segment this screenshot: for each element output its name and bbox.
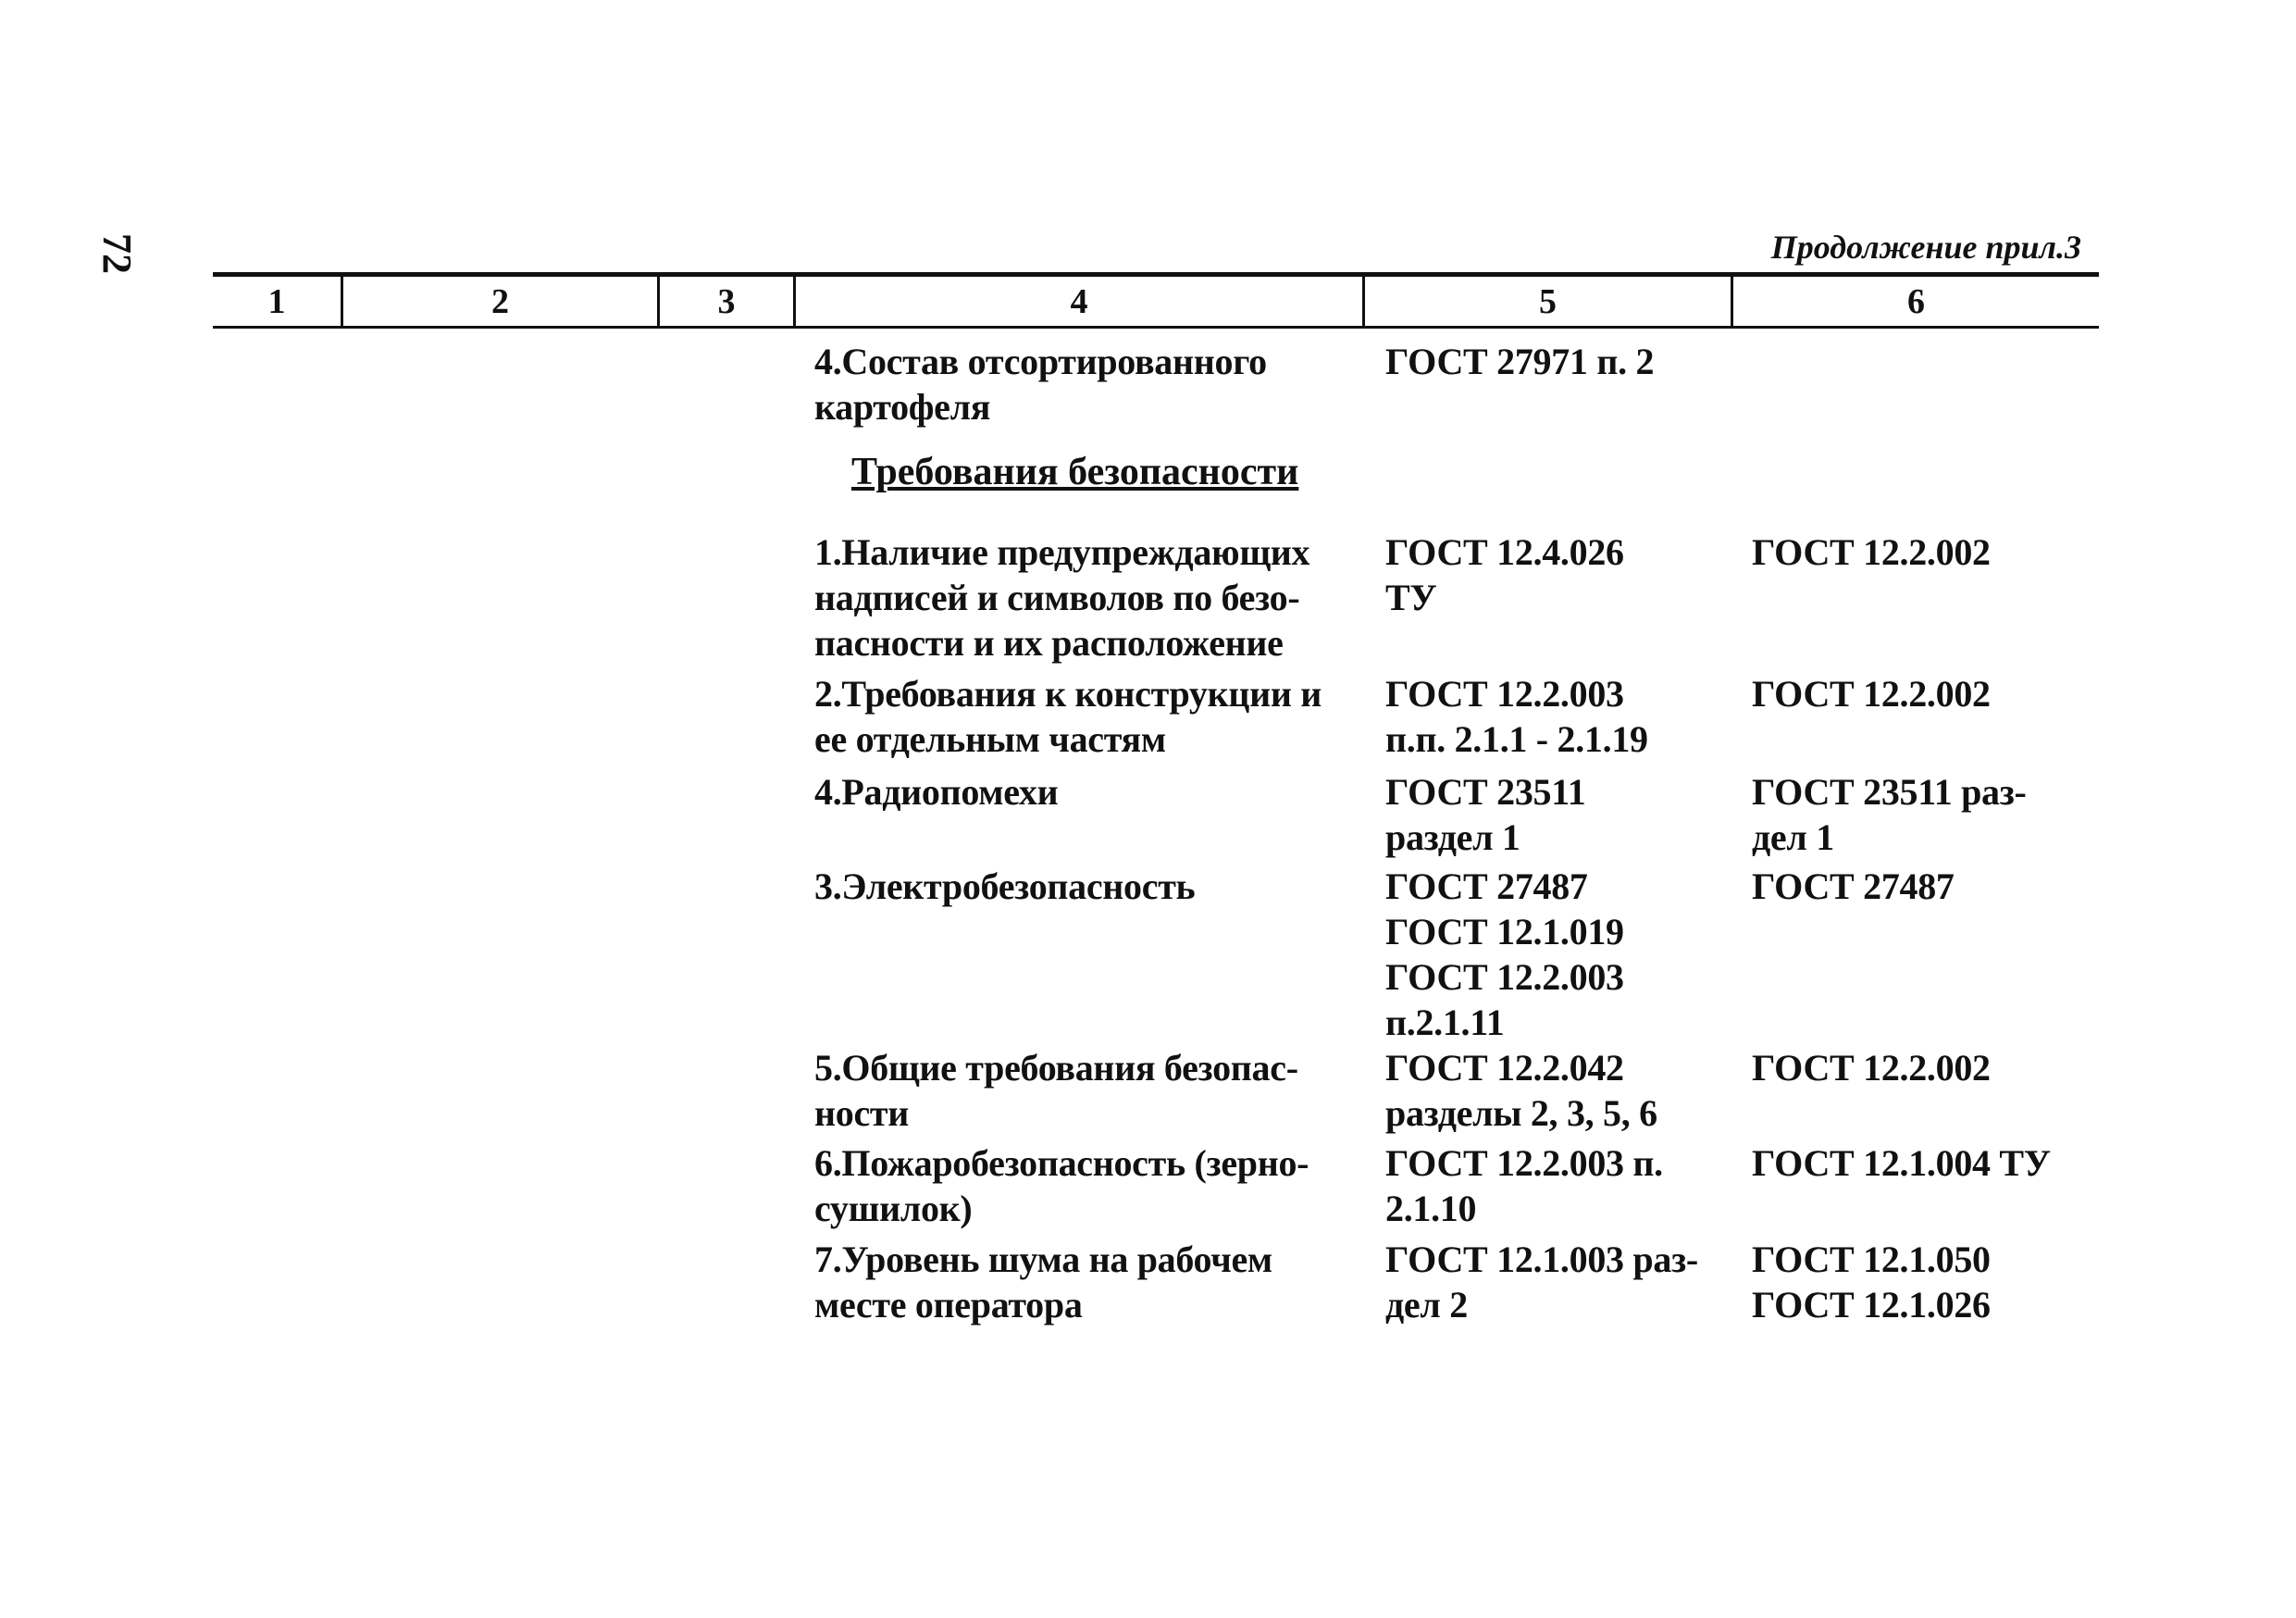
table-cell-standard: ГОСТ 12.4.026 ТУ (1385, 531, 1624, 618)
table-cell-test-method: ГОСТ 12.1.050 ГОСТ 12.1.026 (1752, 1238, 1991, 1326)
table-cell-test-method: ГОСТ 12.2.002 (1752, 673, 1991, 715)
header-bottom-rule (213, 326, 2099, 329)
table-cell-standard: ГОСТ 23511 раздел 1 (1385, 771, 1586, 858)
table-cell-test-method: ГОСТ 12.1.004 ТУ (1752, 1142, 2051, 1184)
table-cell-parameter: 5.Общие требования безопас- ности (814, 1047, 1298, 1134)
continuation-label: Продолжение прил.3 (1770, 229, 2081, 266)
table-cell-standard: ГОСТ 27487 ГОСТ 12.1.019 ГОСТ 12.2.003 п.2.1.11 (1385, 865, 1624, 1043)
table-cell-parameter: 4.Состав отсортированного картофеля (814, 341, 1267, 428)
section-title: Требования безопасности (851, 451, 1299, 493)
table-cell-parameter: 7.Уровень шума на рабочем месте оператора (814, 1238, 1272, 1326)
table-cell-parameter: 2.Требования к конструкции и ее отдельным частям (814, 673, 1322, 760)
column-header-1: 1 (267, 281, 286, 321)
column-header-2: 2 (491, 281, 509, 321)
table-cell-standard: ГОСТ 12.2.042 разделы 2, 3, 5, 6 (1385, 1047, 1657, 1134)
column-header-3: 3 (717, 281, 736, 321)
table-cell-parameter: 3.Электробезопасность (814, 865, 1196, 907)
table-cell-parameter: 4.Радиопомехи (814, 771, 1059, 813)
table-cell-test-method: ГОСТ 23511 раз- дел 1 (1752, 771, 2027, 858)
column-header-6: 6 (1907, 281, 1925, 321)
column-header-5: 5 (1539, 281, 1557, 321)
table-cell-standard: ГОСТ 12.1.003 раз- дел 2 (1385, 1238, 1698, 1326)
table-cell-test-method: ГОСТ 12.2.002 (1752, 1047, 1991, 1089)
table-cell-test-method: ГОСТ 27487 (1752, 865, 1955, 907)
table-cell-parameter: 6.Пожаробезопасность (зерно- сушилок) (814, 1142, 1309, 1229)
table-cell-parameter: 1.Наличие предупреждающих надписей и символов по безо- пасности и их расположение (814, 531, 1310, 664)
table-cell-standard: ГОСТ 27971 п. 2 (1385, 341, 1655, 382)
table-cell-standard: ГОСТ 12.2.003 п.п. 2.1.1 - 2.1.19 (1385, 673, 1648, 760)
column-header-4: 4 (1070, 281, 1088, 321)
table-cell-test-method: ГОСТ 12.2.002 (1752, 531, 1991, 573)
page-number: 72 (94, 233, 140, 274)
table-cell-standard: ГОСТ 12.2.003 п. 2.1.10 (1385, 1142, 1663, 1229)
